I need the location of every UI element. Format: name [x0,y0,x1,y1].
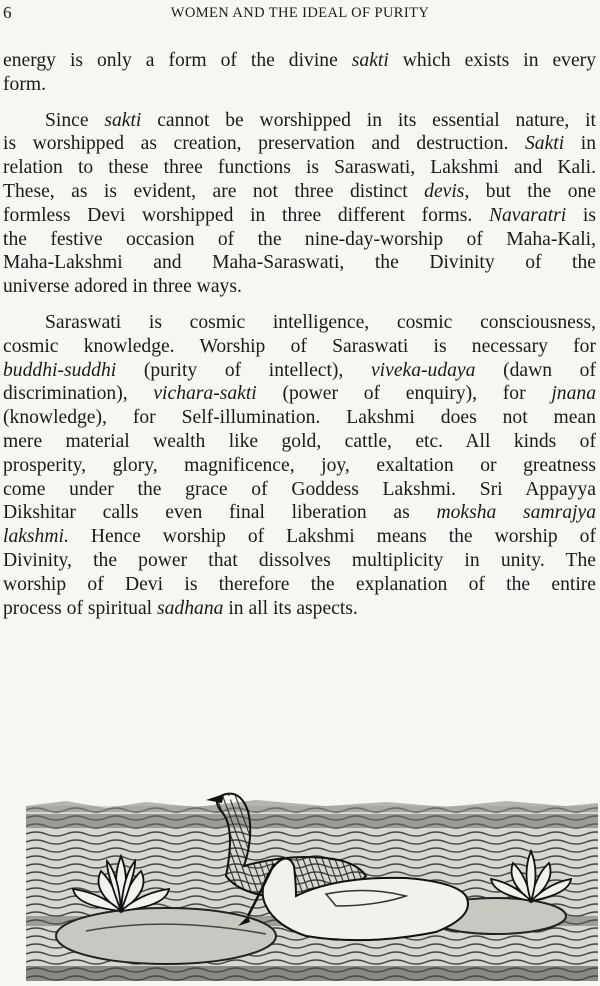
text-line: (knowledge), for Self-illumination. Lakshmi does not mean [3,407,596,429]
swans-and-lotus-illustration [26,766,598,981]
paragraph [3,49,596,97]
text-line: come under the grace of Goddess Lakshmi. Sri Appayya [3,478,596,500]
running-head: WOMEN AND THE IDEAL OF PURITY [170,5,430,21]
text-line: cosmic knowledge. Worship of Saraswati is necessary for [3,335,596,357]
text-line: universe adored in three ways. [3,276,242,298]
text-line: These, as is evident, are not three distinct devis, but the one [3,180,596,202]
text-line: discrimination), vichara-sakti (power of enquiry), for jnana [3,383,596,405]
italic-term: vichara-sakti [153,383,257,405]
text-line: Saraswati is cosmic intelligence, cosmic consciousness, [45,311,596,333]
text-line: Divinity, the power that dissolves multiplicity in unity. The [3,549,596,571]
text-line: Maha-Lakshmi and Maha-Saraswati, the Divinity of the [3,252,596,274]
italic-term: sadhana [157,597,224,619]
text-line: formless Devi worshipped in three different forms. Navaratri is [3,204,596,226]
text-line: is worshipped as creation, preservation and destruction. Sakti in [3,133,596,155]
italic-term: jnana [551,383,596,405]
illustration-svg [26,766,598,981]
text-line: process of spiritual sadhana in all its aspects. [3,597,358,619]
text-line: form. [3,73,46,95]
text-line: prosperity, glory, magnificence, joy, exaltation or greatness [3,454,596,476]
paragraph [3,311,596,620]
italic-term: Sakti [524,133,565,155]
text-line: the festive occasion of the nine-day-worship of Maha-Kali, [3,228,596,250]
italic-term: lakshmi. [3,526,69,548]
text-line: mere material wealth like gold, cattle, etc. All kinds of [3,430,596,452]
text-line: lakshmi. Hence worship of Lakshmi means the worship of [3,526,596,548]
italic-term: viveka-udaya [370,359,476,381]
paragraph [3,109,596,299]
text-line: energy is only a form of the divine sakti which exists in every [3,50,596,71]
italic-term: Navaratri [488,204,567,226]
italic-term: devis [424,180,465,202]
italic-term: buddhi-suddhi [3,359,117,381]
page-number: 6 [3,3,12,22]
text-line: buddhi-suddhi (purity of intellect), viveka-udaya (dawn of [3,359,596,381]
text-line: worship of Devi is therefore the explanation of the entire [3,573,596,595]
page-header [0,3,600,29]
text-line: Since sakti cannot be worshipped in its essential nature, it [45,109,597,131]
text-line: relation to these three functions is Saraswati, Lakshmi and Kali. [3,157,596,179]
italic-term: sakti [104,109,142,131]
text-line: Dikshitar calls even final liberation as moksha samrajya [3,502,596,524]
italic-term: sakti [351,50,389,71]
italic-term: moksha samrajya [436,502,596,524]
body-text [3,49,596,620]
